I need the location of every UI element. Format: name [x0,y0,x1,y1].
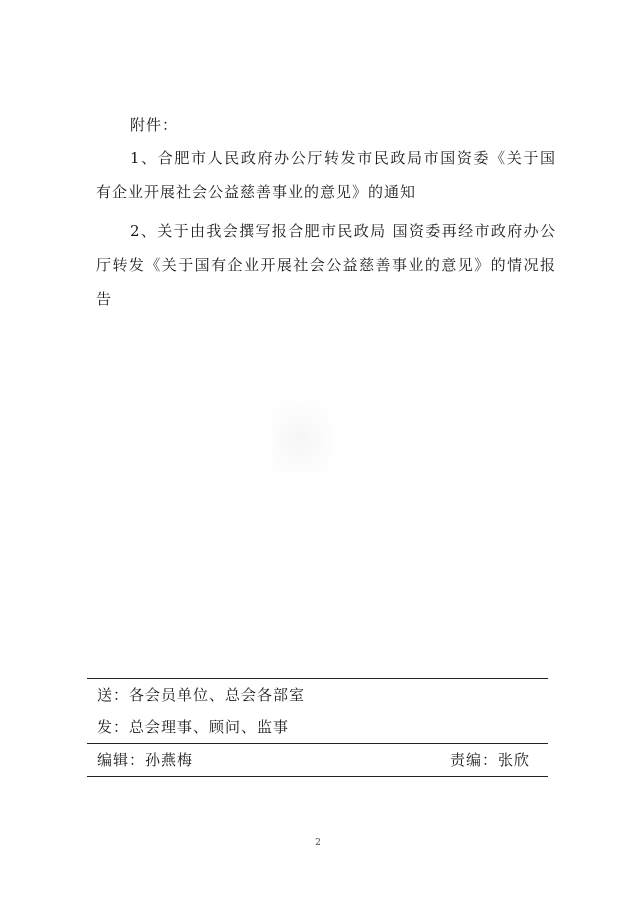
attachments-heading: 附件： [130,116,179,134]
page-number: 2 [315,838,321,848]
editor-line [87,744,548,776]
distribution-block [87,678,548,777]
faint-watermark [272,392,342,472]
send-to-line: 送：各会员单位、总会各部室 [97,686,306,704]
attachment-item-1: 1、合肥市人民政府办公厅转发市民政局市国资委《关于国有企业开展社会公益慈善事业的意见》的通知 [96,149,556,201]
editor-name: 编辑：孙燕梅 [97,751,194,769]
issue-to-line: 发：总会理事、顾问、监事 [97,718,290,736]
attachments-section [96,114,556,316]
attachment-item-2: 2、关于由我会撰写报合肥市民政局 国资委再经市政府办公厅转发《关于国有企业开展社会公益慈善事业的意见》的情况报告 [96,222,556,308]
chief-editor-name: 责编：张欣 [449,751,530,769]
divider-bottom [87,776,548,777]
